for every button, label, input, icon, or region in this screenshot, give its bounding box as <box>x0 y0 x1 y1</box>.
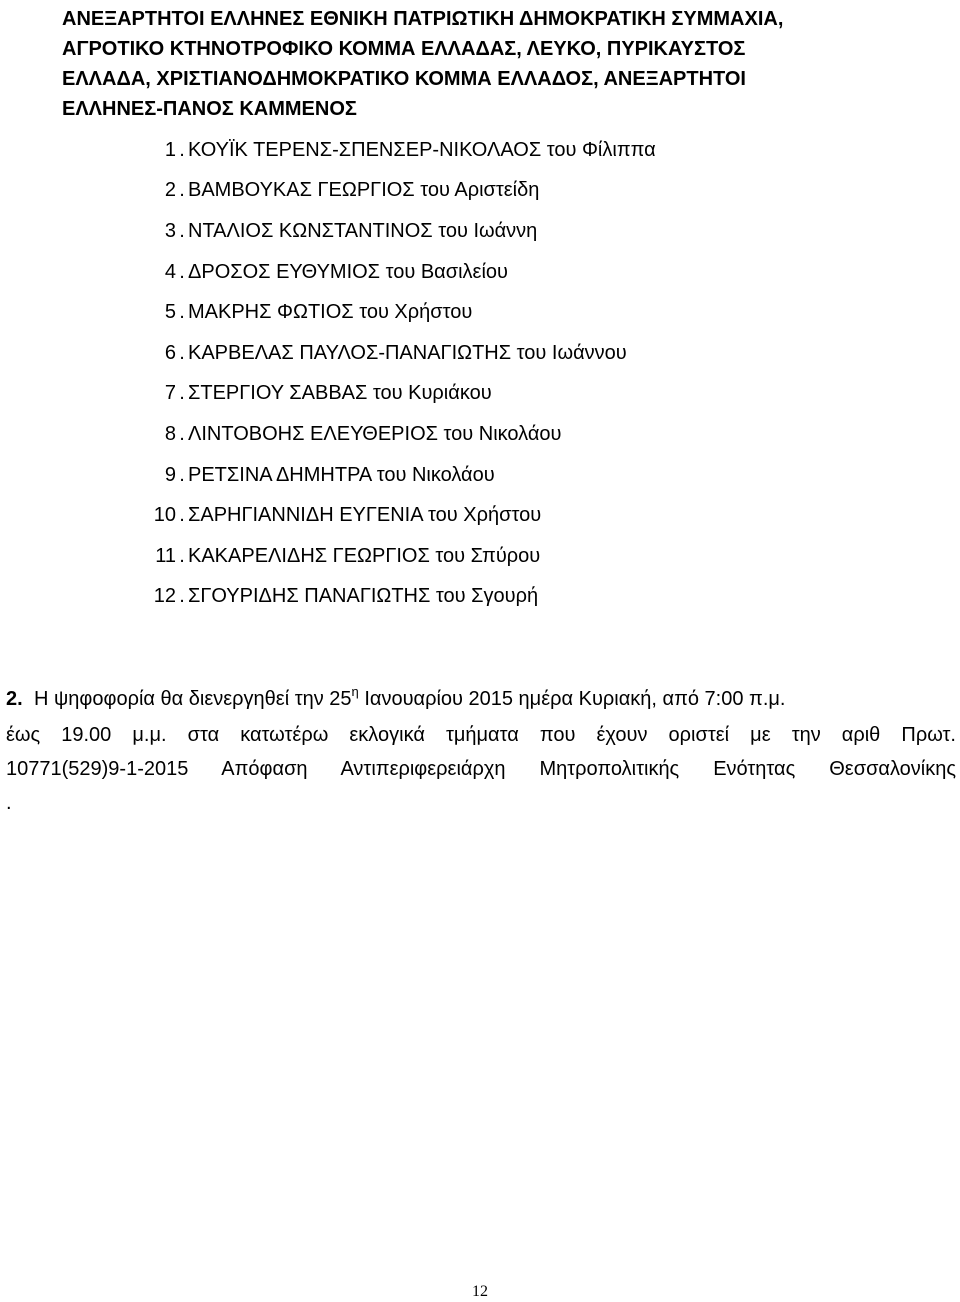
candidate-item: 1 . ΚΟΥΪΚ ΤΕΡΕΝΣ-ΣΠΕΝΣΕΡ-ΝΙΚΟΛΑΟΣ του Φίλιππα <box>138 130 656 171</box>
candidate-item: 2 . ΒΑΜΒΟΥΚΑΣ ΓΕΩΡΓΙΟΣ του Αριστείδη <box>138 171 656 212</box>
candidate-item: 4 . ΔΡΟΣΟΣ ΕΥΘΥΜΙΟΣ του Βασιλείου <box>138 252 656 293</box>
candidate-list <box>138 130 656 617</box>
candidate-number: 10 <box>153 504 176 527</box>
candidate-item: 9 . ΡΕΤΣΙΝΑ ΔΗΜΗΤΡΑ του Νικολάου <box>138 455 656 496</box>
candidate-name: ΚΑΚΑΡΕΛΙΔΗΣ ΓΕΩΡΓΙΟΣ του Σπύρου <box>188 544 541 567</box>
candidate-item: 8 . ΛΙΝΤΟΒΟΗΣ ΕΛΕΥΘΕΡΙΟΣ του Νικολάου <box>138 414 656 455</box>
paragraph-line: 10771(529)9-1-2015 Απόφαση Αντιπεριφερειάρχη Μητροπολιτικής Ενότητας Θεσσαλονίκης <box>6 758 956 780</box>
candidate-number: 8 <box>164 422 176 445</box>
paragraph-text: Ιανουαρίου 2015 ημέρα Κυριακή, από 7:00 π.μ. <box>358 688 786 710</box>
candidate-name: ΜΑΚΡΗΣ ΦΩΤΙΟΣ του Χρήστου <box>188 301 473 324</box>
candidate-item: 3 . ΝΤΑΛΙΟΣ ΚΩΝΣΤΑΝΤΙΝΟΣ του Ιωάννη <box>138 211 656 252</box>
candidate-number: 5 <box>164 301 176 324</box>
candidate-number: 7 <box>164 382 176 405</box>
paragraph-line: έως 19.00 μ.μ. στα κατωτέρω εκλογικά τμήματα που έχουν οριστεί με την αριθ Πρωτ. <box>6 724 956 746</box>
candidate-item: 7 . ΣΤΕΡΓΙΟΥ ΣΑΒΒΑΣ του Κυριάκου <box>138 374 656 415</box>
candidate-name: ΝΤΑΛΙΟΣ ΚΩΝΣΤΑΝΤΙΝΟΣ του Ιωάννη <box>188 219 538 242</box>
candidate-name: ΛΙΝΤΟΒΟΗΣ ΕΛΕΥΘΕΡΙΟΣ του Νικολάου <box>188 422 562 445</box>
candidate-number: 12 <box>153 585 176 608</box>
heading-line: ΕΛΛΑΔΑ, ΧΡΙΣΤΙΑΝΟΔΗΜΟΚΡΑΤΙΚΟ ΚΟΜΜΑ ΕΛΛΑΔΟΣ, ΑΝΕΞΑΡΤΗΤΟΙ <box>62 68 746 90</box>
candidate-number: 6 <box>164 341 176 364</box>
candidate-name: ΣΤΕΡΓΙΟΥ ΣΑΒΒΑΣ του Κυριάκου <box>188 382 492 405</box>
paragraph-number: 2. <box>6 688 23 710</box>
candidate-name: ΣΑΡΗΓΙΑΝΝΙΔΗ ΕΥΓΕΝΙΑ του Χρήστου <box>188 504 542 527</box>
page-number: 12 <box>472 1283 488 1300</box>
candidate-item: 11 . ΚΑΚΑΡΕΛΙΔΗΣ ΓΕΩΡΓΙΟΣ του Σπύρου <box>138 536 656 577</box>
paragraph-text: Η ψηφοφορία θα διενεργηθεί την 25 <box>34 688 352 710</box>
candidate-number: 2 <box>164 179 176 202</box>
candidate-item: 5 . ΜΑΚΡΗΣ ΦΩΤΙΟΣ του Χρήστου <box>138 292 656 333</box>
candidate-number: 11 <box>155 544 176 567</box>
voting-date-paragraph <box>6 682 956 820</box>
candidate-number: 3 <box>164 219 176 242</box>
paragraph-line: . <box>6 792 12 814</box>
candidate-number: 4 <box>164 260 176 283</box>
candidate-name: ΣΓΟΥΡΙΔΗΣ ΠΑΝΑΓΙΩΤΗΣ του Σγουρή <box>188 585 539 608</box>
heading-line: ΕΛΛΗΝΕΣ-ΠΑΝΟΣ ΚΑΜΜΕΝΟΣ <box>62 98 357 120</box>
candidate-name: ΚΑΡΒΕΛΑΣ ΠΑΥΛΟΣ-ΠΑΝΑΓΙΩΤΗΣ του Ιωάννου <box>188 341 627 364</box>
party-coalition-heading <box>62 4 922 124</box>
candidate-item: 6 . ΚΑΡΒΕΛΑΣ ΠΑΥΛΟΣ-ΠΑΝΑΓΙΩΤΗΣ του Ιωάννου <box>138 333 656 374</box>
candidate-number: 9 <box>164 463 176 486</box>
candidate-item: 12 . ΣΓΟΥΡΙΔΗΣ ΠΑΝΑΓΙΩΤΗΣ του Σγουρή <box>138 577 656 618</box>
candidate-number: 1 <box>164 138 176 161</box>
candidate-name: ΡΕΤΣΙΝΑ ΔΗΜΗΤΡΑ του Νικολάου <box>188 463 495 486</box>
candidate-name: ΒΑΜΒΟΥΚΑΣ ΓΕΩΡΓΙΟΣ του Αριστείδη <box>188 179 540 202</box>
candidate-item: 10 . ΣΑΡΗΓΙΑΝΝΙΔΗ ΕΥΓΕΝΙΑ του Χρήστου <box>138 495 656 536</box>
heading-line: ΑΝΕΞΑΡΤΗΤΟΙ ΕΛΛΗΝΕΣ ΕΘΝΙΚΗ ΠΑΤΡΙΩΤΙΚΗ ΔΗΜΟΚΡΑΤΙΚΗ ΣΥΜΜΑΧΙΑ, <box>62 8 784 30</box>
candidate-name: ΚΟΥΪΚ ΤΕΡΕΝΣ-ΣΠΕΝΣΕΡ-ΝΙΚΟΛΑΟΣ του Φίλιππα <box>188 138 656 161</box>
heading-line: ΑΓΡΟΤΙΚΟ ΚΤΗΝΟΤΡΟΦΙΚΟ ΚΟΜΜΑ ΕΛΛΑΔΑΣ, ΛΕΥΚΟ, ΠΥΡΙΚΑΥΣΤΟΣ <box>62 38 746 60</box>
candidate-name: ΔΡΟΣΟΣ ΕΥΘΥΜΙΟΣ του Βασιλείου <box>188 260 508 283</box>
paragraph-line <box>6 682 956 718</box>
ordinal-superscript: η <box>351 684 359 699</box>
